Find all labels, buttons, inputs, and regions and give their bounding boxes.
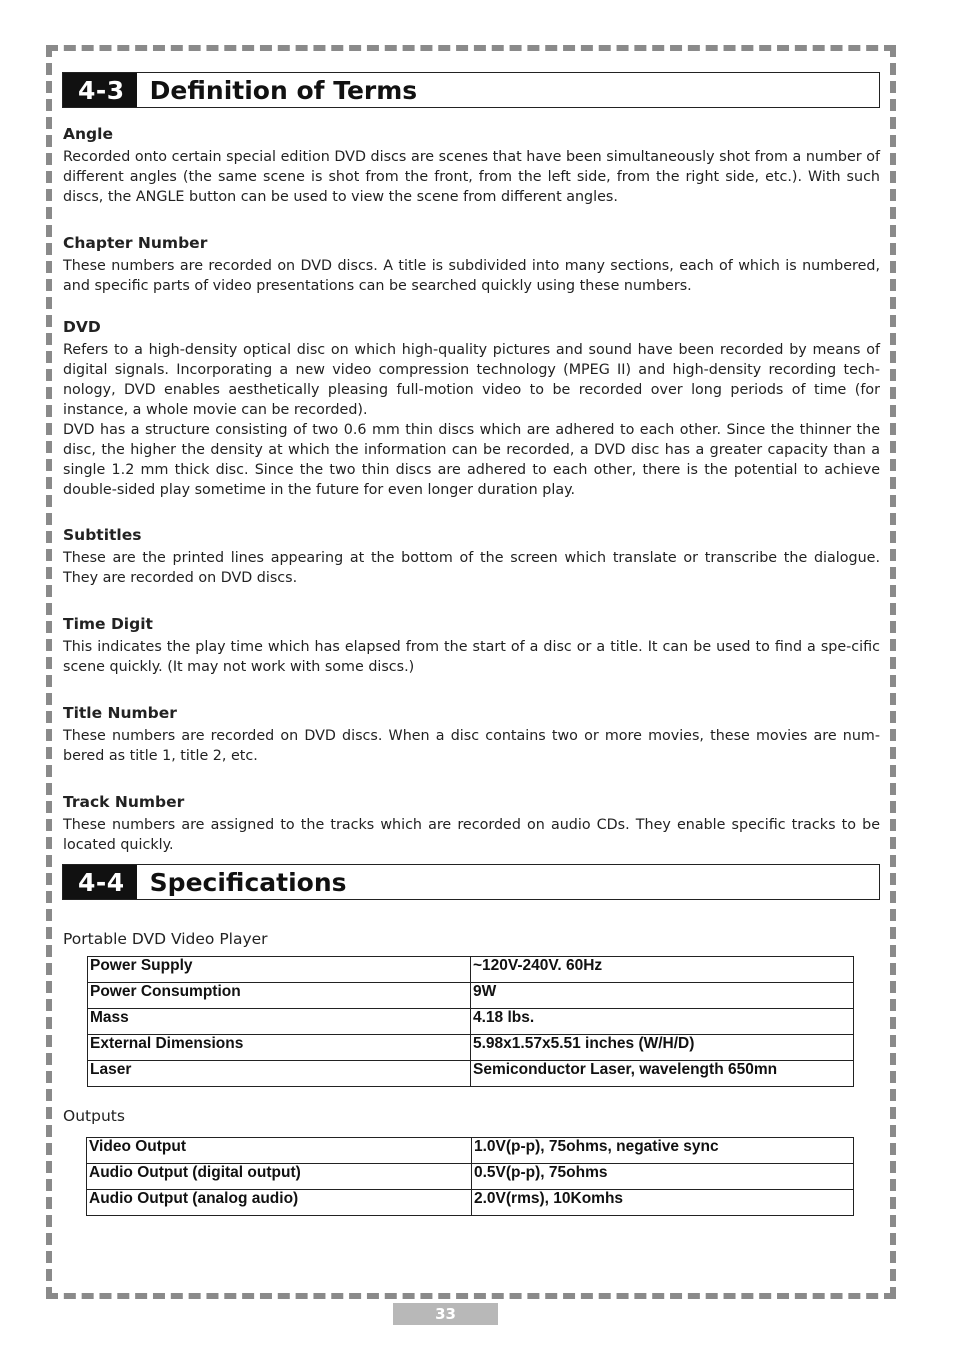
section-number: 4-4 [63,865,137,899]
section-number: 4-3 [63,73,137,107]
table-row [87,1138,854,1164]
player-specs-label: Portable DVD Video Player [63,930,268,948]
spec-value-cell: 5.98x1.57x5.51 inches (W/H/D) [471,1035,854,1061]
term-heading: Angle [63,125,113,143]
outputs-label: Outputs [63,1107,125,1125]
section-header-specifications [62,864,880,900]
spec-value-cell: 4.18 lbs. [471,1009,854,1035]
spec-value-cell: 2.0V(rms), 10Komhs [472,1190,854,1216]
spec-name-cell: Laser [88,1061,471,1087]
term-text: Refers to a high-density optical disc on which high-quality pictures and sound have been recorded by means of digital signals. Incorporating a new video compression technology (MPEG II) and high-density recording tech-nology, DVD enables aesthetically pleasing full-motion video to be recorded over long periods of time (for instance, a whole movie can be recorded). [63,342,880,418]
term-text: These numbers are assigned to the tracks which are recorded on audio CDs. They enable specific tracks to be located quickly. [63,817,880,853]
term-dvd [63,318,880,500]
term-text: This indicates the play time which has elapsed from the start of a disc or a title. It can be used to find a spe-cific scene quickly. (It may not work with some discs.) [63,639,880,675]
term-title-number [63,704,880,766]
spec-value-cell: 1.0V(p-p), 75ohms, negative sync [472,1138,854,1164]
spec-value-cell: 9W [471,983,854,1009]
table-row [87,1190,854,1216]
spec-name-cell: Video Output [87,1138,472,1164]
spec-name-cell: Power Consumption [88,983,471,1009]
spec-name-cell: Audio Output (analog audio) [87,1190,472,1216]
term-track-number [63,793,880,855]
term-heading: DVD [63,318,101,336]
term-heading: Subtitles [63,526,142,544]
spec-name-cell: Mass [88,1009,471,1035]
term-angle [63,125,880,207]
table-row [88,1061,854,1087]
term-subtitles [63,526,880,588]
term-chapter-number [63,234,880,296]
spec-value-cell: 0.5V(p-p), 75ohms [472,1164,854,1190]
term-heading: Track Number [63,793,185,811]
term-text: These are the printed lines appearing at the bottom of the screen which translate or transcribe the dialogue. They are recorded on DVD discs. [63,550,880,586]
term-text: These numbers are recorded on DVD discs. A title is subdivided into many sections, each of which is numbered, and specific parts of video presentations can be searched quickly using these numbers. [63,258,880,294]
section-title: Specifications [149,867,347,897]
table-row [88,983,854,1009]
spec-value-cell: ~120V-240V. 60Hz [471,957,854,983]
player-spec-table [87,956,854,1087]
spec-name-cell: Power Supply [88,957,471,983]
term-text: DVD has a structure consisting of two 0.6 mm thin discs which are adhered to each other. Since the thinner the disc, the higher the density at which the information can be recorded, a DVD disc has a greater capacity than a single 1.2 mm thick disc. Since the two thin discs are adhered to each other, there is the potential to achieve double-sided play sometime in the future for even longer duration play. [63,422,880,498]
term-text: Recorded onto certain special edition DVD discs are scenes that have been simultaneously shot from a number of different angles (the same scene is shot from the front, from the left side, from the right side, etc.). With such discs, the ANGLE button can be used to view the scene from different angles. [63,149,880,205]
table-row [88,1009,854,1035]
term-heading: Time Digit [63,615,153,633]
section-title: Definition of Terms [149,75,418,105]
spec-value-cell: Semiconductor Laser, wavelength 650mn [471,1061,854,1087]
table-row [87,1164,854,1190]
page-number: 33 [393,1303,498,1325]
section-header-definitions [62,72,880,108]
term-heading: Chapter Number [63,234,208,252]
term-text: These numbers are recorded on DVD discs. When a disc contains two or more movies, these movies are num-bered as title 1, title 2, etc. [63,728,880,764]
term-heading: Title Number [63,704,177,722]
term-time-digit [63,615,880,677]
table-row [88,1035,854,1061]
table-row [88,957,854,983]
spec-name-cell: Audio Output (digital output) [87,1164,472,1190]
outputs-spec-table [86,1137,854,1216]
spec-name-cell: External Dimensions [88,1035,471,1061]
